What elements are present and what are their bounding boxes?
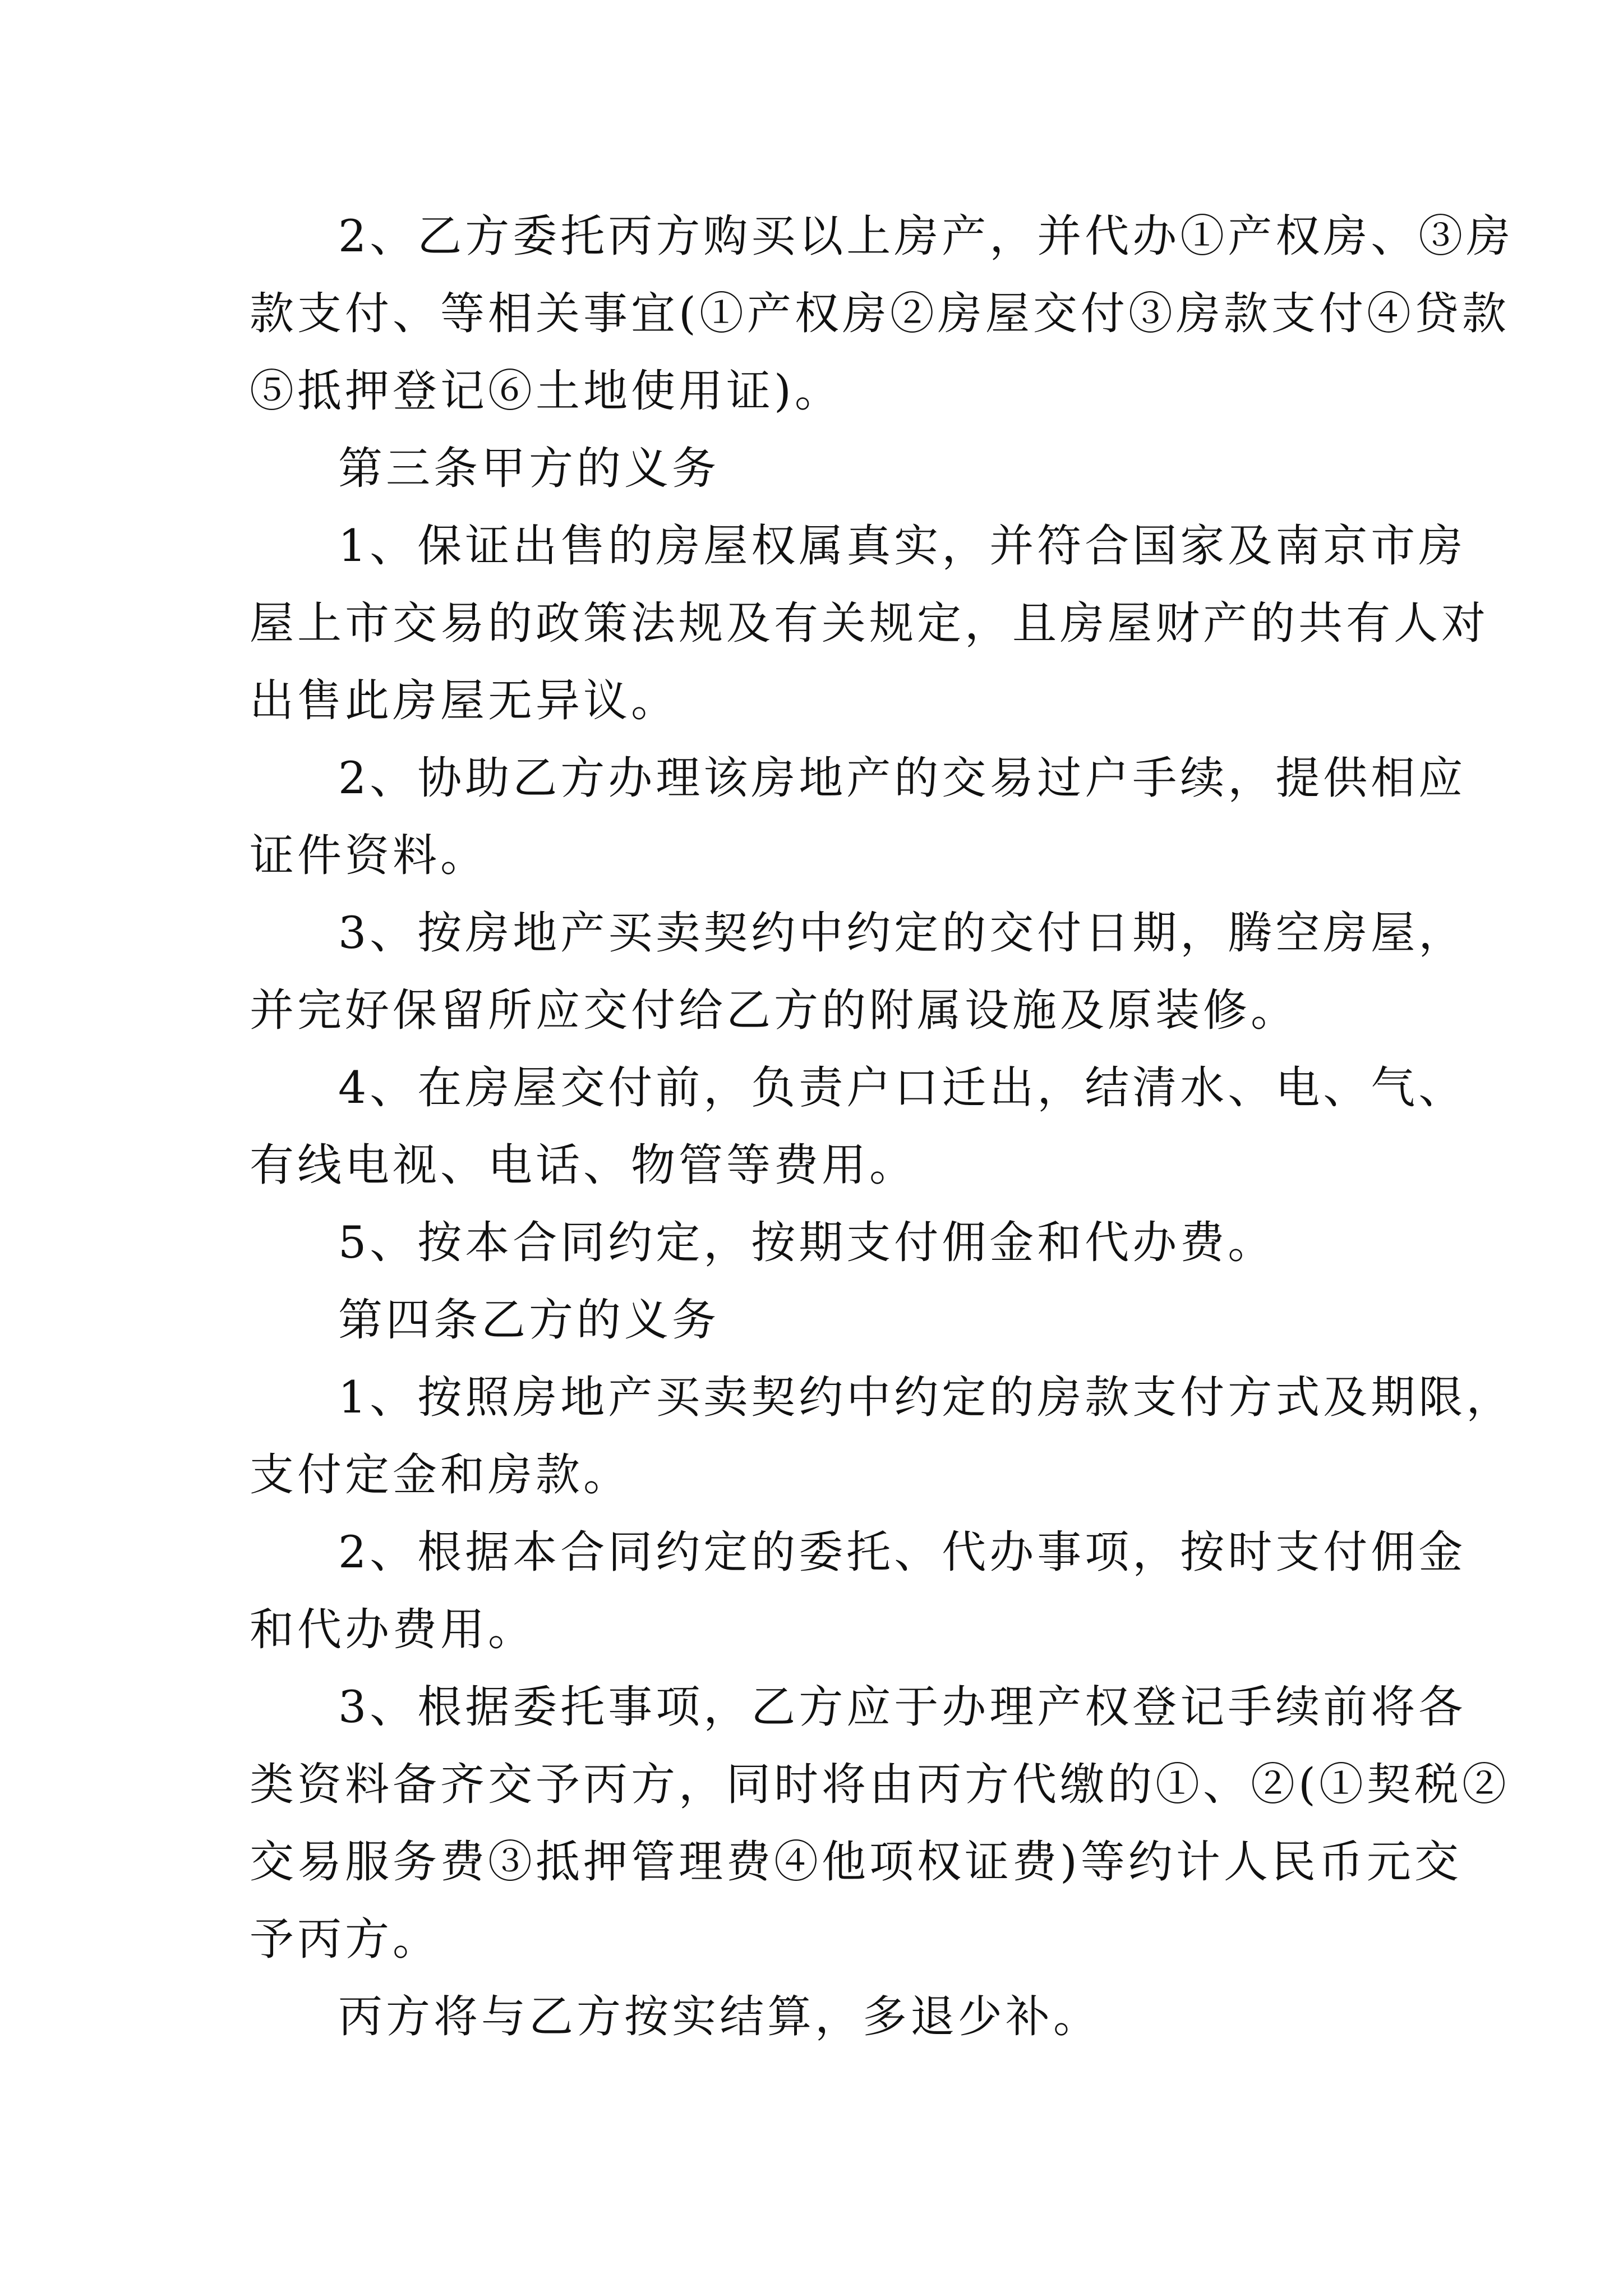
text-line: 4、在房屋交付前，负责户口迁出，结清水、电、气、 [338, 1062, 1467, 1114]
text-line: ⑤抵押登记⑥土地使用证)。 [250, 365, 842, 417]
document-body [250, 197, 1514, 2055]
text-line: 类资料备齐交予丙方，同时将由丙方代缴的①、②(①契税② [250, 1759, 1510, 1810]
text-line: 屋上市交易的政策法规及有关规定，且房屋财产的共有人对 [250, 597, 1489, 649]
text-line: 并完好保留所应交付给乙方的附属设施及原装修。 [250, 984, 1298, 1036]
text-line: 出售此房屋无异议。 [250, 675, 679, 726]
section-heading: 第四条乙方的义务 [338, 1294, 720, 1346]
text-line: 2、乙方委托丙方购买以上房产，并代办①产权房、③房 [338, 210, 1514, 262]
text-line: 1、保证出售的房屋权属真实，并符合国家及南京市房 [338, 520, 1467, 572]
text-line: 支付定金和房款。 [250, 1449, 631, 1501]
text-line: 予丙方。 [250, 1913, 440, 1965]
text-line: 3、按房地产买卖契约中约定的交付日期，腾空房屋， [338, 907, 1467, 959]
text-line: 3、根据委托事项，乙方应于办理产权登记手续前将各 [338, 1681, 1467, 1733]
text-line: 和代办费用。 [250, 1604, 536, 1655]
text-line: 1、按照房地产买卖契约中约定的房款支付方式及期限， [338, 1372, 1514, 1423]
text-line: 有线电视、电话、物管等费用。 [250, 1139, 917, 1191]
text-line: 5、按本合同约定，按期支付佣金和代办费。 [338, 1217, 1276, 1268]
text-line: 2、协助乙方办理该房地产的交易过户手续，提供相应 [338, 752, 1467, 804]
text-line: 2、根据本合同约定的委托、代办事项，按时支付佣金 [338, 1526, 1467, 1578]
text-line: 证件资料。 [250, 830, 488, 881]
text-line: 款支付、等相关事宜(①产权房②房屋交付③房款支付④贷款 [250, 288, 1510, 339]
text-line: 交易服务费③抵押管理费④他项权证费)等约计人民币元交 [250, 1836, 1462, 1888]
text-line: 丙方将与乙方按实结算，多退少补。 [338, 1991, 1101, 2042]
section-heading: 第三条甲方的义务 [338, 443, 720, 494]
